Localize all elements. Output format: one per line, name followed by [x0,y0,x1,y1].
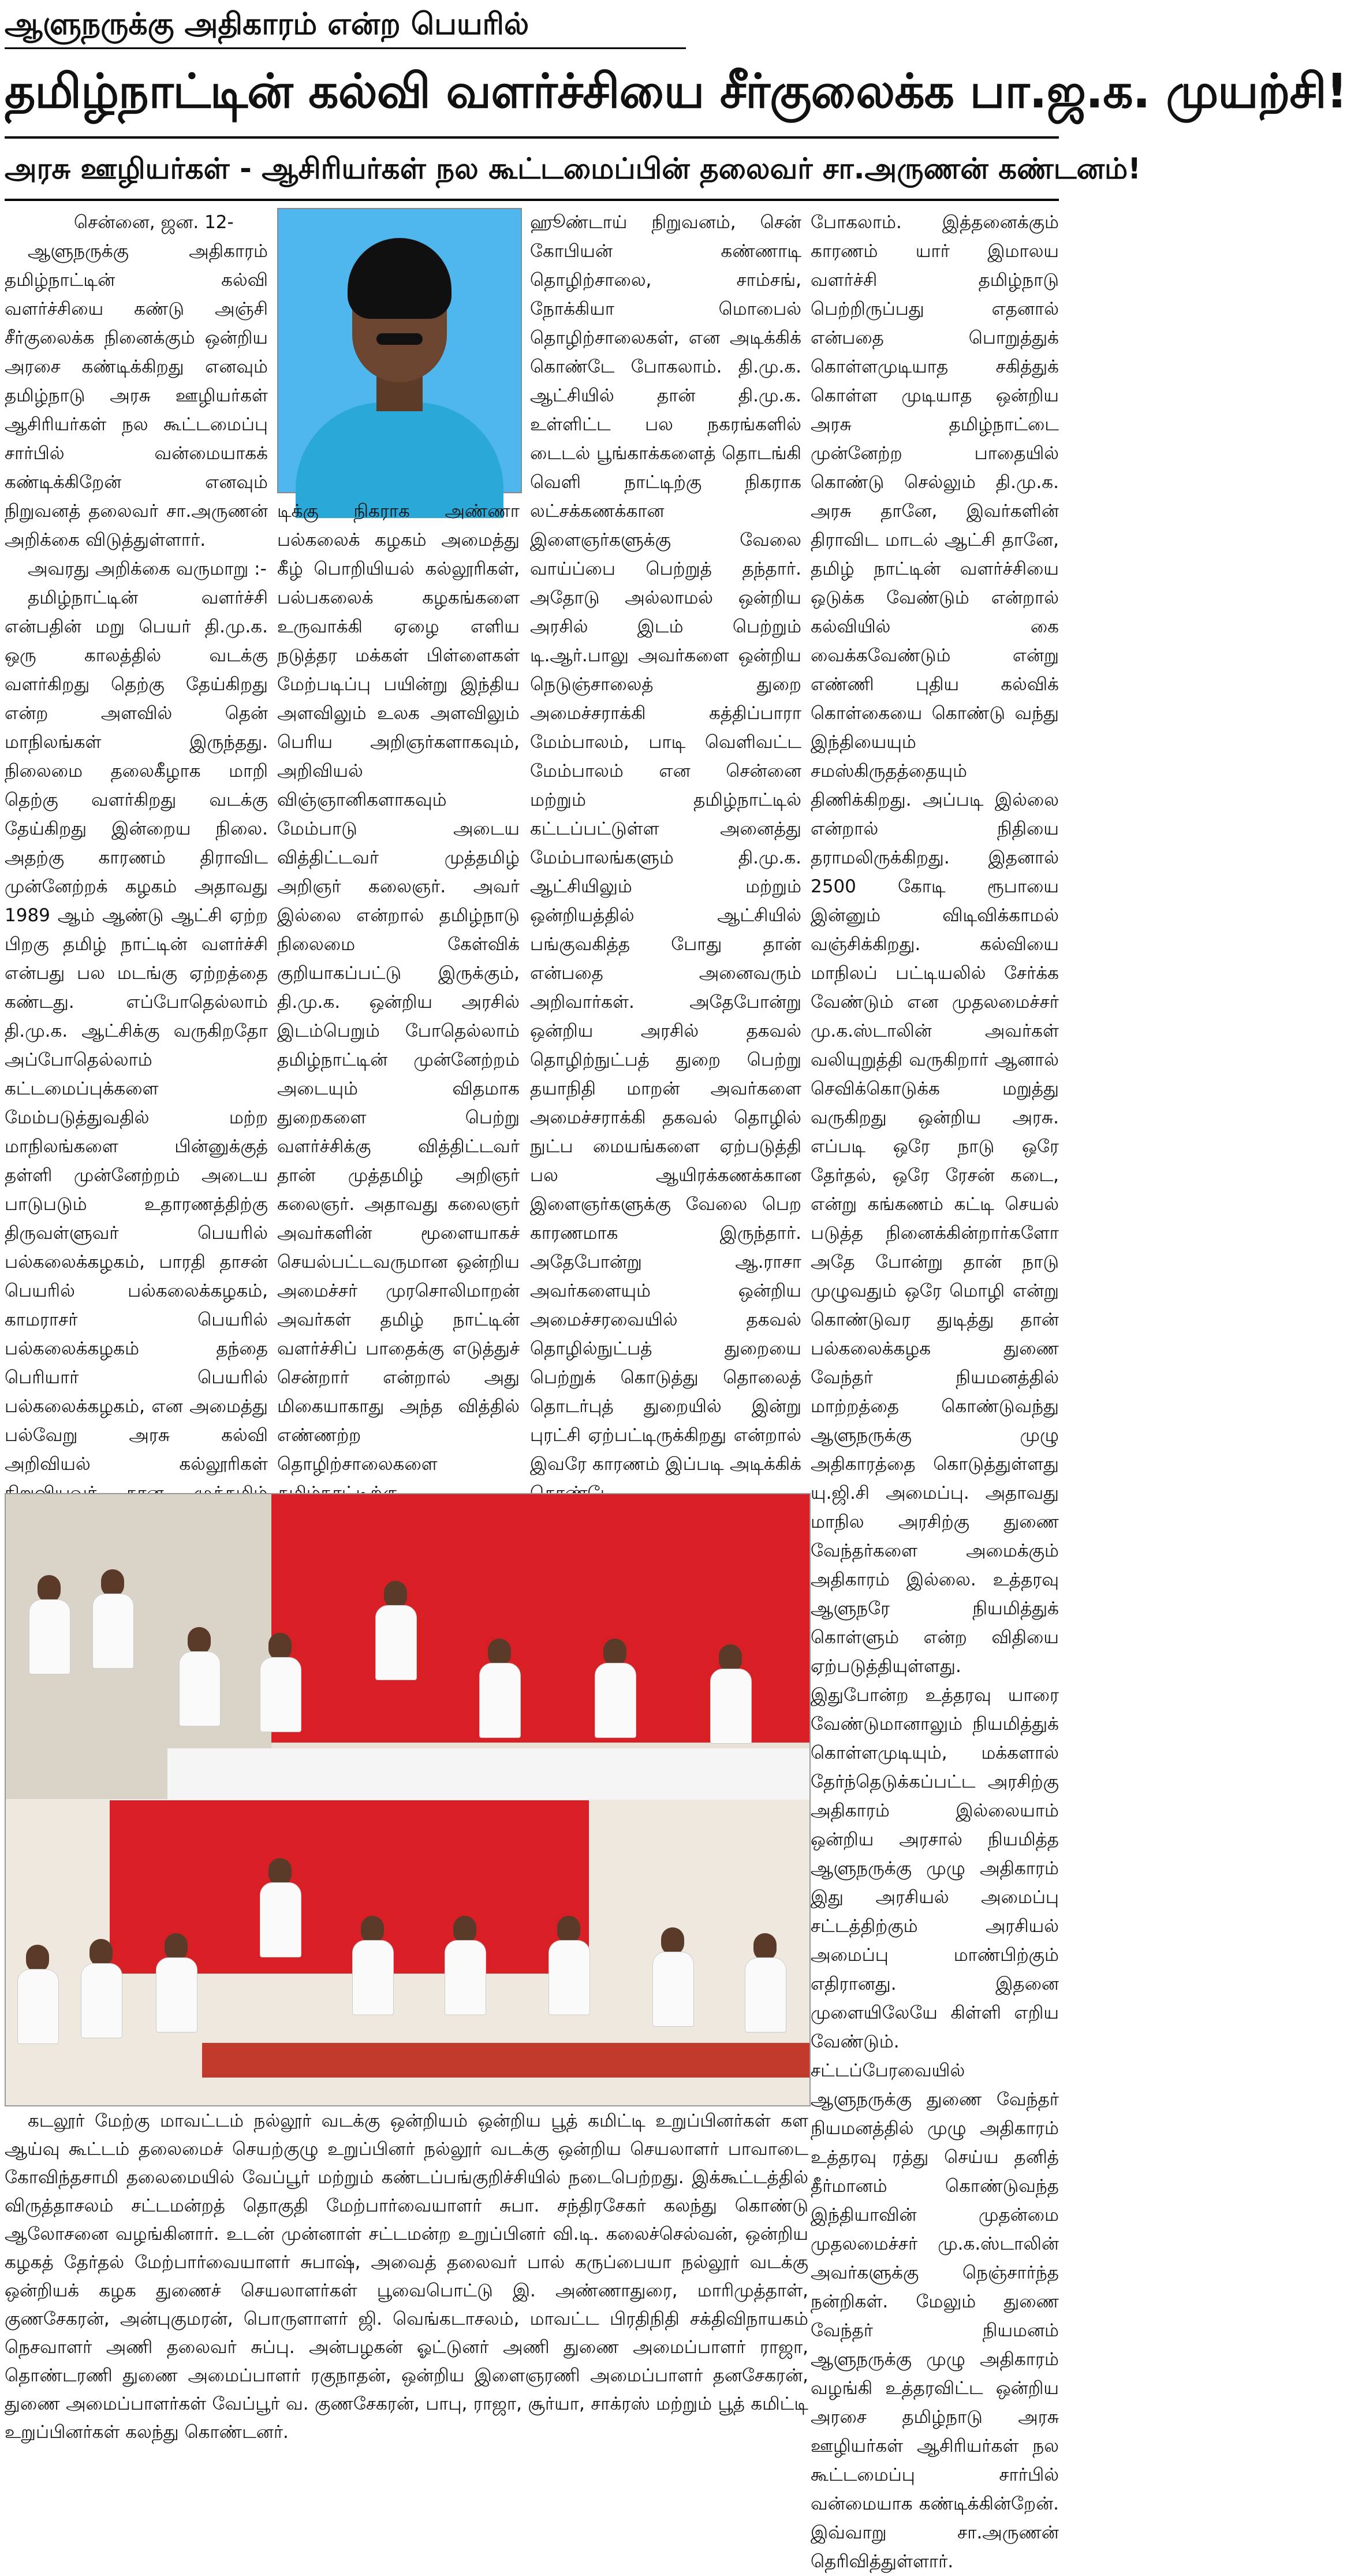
meeting-table [202,2043,809,2078]
portrait-hair [348,238,452,319]
article-paragraph: போகலாம். இத்தனைக்கும் காரணம் யார் இமாலய வளர்ச்சி தமிழ்நாடு பெற்றிருப்பது எதனால் என்பதை பொறுத்துக் கொள்ளமுடியாத சகித்துக் கொள்ள முடியாத ஒன்றிய அரசு தமிழ்நாட்டை முன்னேற்ற பாதையில் கொண்டு செல்லும் தி.மு.க. அரசு தானே, இவர்களின் திராவிட மாடல் ஆட்சி தானே, தமிழ் நாட்டின் வளர்ச்சியை ஒடுக்க வேண்டும் என்றால் கல்வியில் கை வைக்கவேண்டும் என்று எண்ணி புதிய கல்விக் கொள்கையை கொண்டு வந்து இந்தியையும் சமஸ்கிருதத்தையும் திணிக்கிறது. அப்படி இல்லை என்றால் நிதியை தராமலிருக்கிறது. இதனால் 2500 கோடி ரூபாயை இன்னும் விடிவிக்காமல் வஞ்சிக்கிறது. கல்வியை மாநிலப் பட்டியலில் சேர்க்க வேண்டும் என முதலமைச்சர் மு.க.ஸ்டாலின் அவர்கள் வலியுறுத்தி வருகிறார் ஆனால் செவிக்கொடுக்க மறுத்து வருகிறது ஒன்றிய அரசு. எப்படி ஒரே நாடு ஒரே தேர்தல், ஒரே ரேசன் கடை, என்று கங்கணம் கட்டி செயல் படுத்த நினைக்கின்றார்களோ அதே போன்று தான் நாடு முழுவதும் ஒரே மொழி என்று கொண்டுவர துடித்து தான் பல்கலைக்கழக துணை வேந்தர் நியமனத்தில் மாற்றத்தை கொண்டுவந்து ஆளுநருக்கு முழு அதிகாரத்தை கொடுத்துள்ளது யு.ஜி.சி அமைப்பு. அதாவது மாநில அரசிற்கு துணை வேந்தர்களை அமைக்கும் அதிகாரம் இல்லை. உத்தரவு ஆளுநரே நியமித்துக் கொள்ளும் என்ற விதியை ஏற்படுத்தியுள்ளது. இதுபோன்ற உத்தரவு யாரை வேண்டுமானாலும் நியமித்துக் கொள்ளமுடியும், மக்களால் தேர்ந்தெடுக்கப்பட்ட அரசிற்கு அதிகாரம் இல்லையாம் ஒன்றிய அரசால் நியமித்த ஆளுநருக்கு முழு அதிகாரம் இது அரசியல் அமைப்பு சட்டத்திற்கும் அரசியல் அமைப்பு மாண்பிற்கும் எதிரானது. இதனை முளையிலேயே கிள்ளி எறிய வேண்டும். சட்டப்பேரவையில் ஆளுநருக்கு துணை வேந்தர் நியமனத்தில் முழு அதிகாரம் உத்தரவு ரத்து செய்ய தனித் தீர்மானம் கொண்டுவந்த இந்தியாவின் முதன்மை முதலமைச்சர் மு.க.ஸ்டாலின் அவர்களுக்கு நெஞ்சார்ந்த நன்றிகள். மேலும் துணை வேந்தர் நியமனம் ஆளுநருக்கு முழு அதிகாரம் வழங்கி உத்தரவிட்ட ஒன்றிய அரசை தமிழ்நாடு அரசு ஊழியர்கள் ஆசிரியர்கள் நல கூட்டமைப்பு சார்பில் வன்மையாக கண்டிக்கின்றேன். இவ்வாறு சா.அருணன் தெரிவித்துள்ளார். [811,212,1059,2572]
attendee [652,1927,693,2026]
kicker [5,1,686,49]
attendee [548,1916,589,2014]
attendee [17,1945,58,2043]
attendee [260,1633,300,1731]
article-paragraph: அவரது அறிக்கை வருமாறு :- [28,559,267,579]
portrait-photo [277,208,522,493]
attendee [710,1644,751,1743]
article-column-1 [5,208,268,1487]
headline [5,53,1347,131]
article-paragraph: தமிழ்நாட்டின் வளர்ச்சி என்பதின் மறு பெயர் தி.மு.க. ஒரு காலத்தில் வடக்கு வளர்கிறது தெற்கு தேய்கிறது என்ற அளவில் தென் மாநிலங்கள் இருந்தது. நிலைமை தலைகீழாக மாறி தெற்கு வளர்கிறது வடக்கு தேய்கிறது இன்றைய நிலை. அதற்கு காரணம் திராவிட முன்னேற்றக் கழகம் அதாவது 1989 ஆம் ஆண்டு ஆட்சி ஏற்ற பிறகு தமிழ் நாட்டின் வளர்ச்சி என்பது பல மடங்கு ஏற்றத்தை கண்டது. எப்போதெல்லாம் தி.மு.க. ஆட்சிக்கு வருகிறதோ அப்போதெல்லாம் கட்டமைப்புக்களை மேம்படுத்துவதில் மற்ற மாநிலங்களை பின்னுக்குத் தள்ளி முன்னேற்றம் அடைய பாடுபடும் உதாரணத்திற்கு திருவள்ளுவர் பெயரில் பல்கலைக்கழகம், பாரதி தாசன் பெயரில் பல்கலைக்கழகம், காமராசர் பெயரில் பல்கலைக்கழகம் தந்தை பெரியார் பெயரில் பல்கலைக்கழகம், என அமைத்து பல்வேறு அரசு கல்வி அறிவியல் கல்லூரிகள் [5,587,268,1475]
attendee [352,1916,393,2014]
subheadline-text: அரசு ஊழியர்கள் - ஆசிரியர்கள் நல கூட்டமைப்பின் தலைவர் சா.அருணன் கண்டனம்! [5,152,1141,185]
article-column-4 [811,208,1059,2572]
portrait-moustache [376,333,423,345]
event-photo-bottom [6,1800,809,2105]
attendee [479,1639,520,1737]
attendee [92,1569,133,1667]
article-paragraph: ஆளுநருக்கு அதிகாரம் தமிழ்நாட்டின் கல்வி வளர்ச்சியை கண்டு அஞ்சி சீர்குலைக்க நினைக்கும் ஒன்றிய அரசை கண்டிக்கிறது எனவும் தமிழ்நாடு அரசு ஊழியர்கள் ஆசிரியர்கள் நல கூட்டமைப்பு சார்பில் வன்மையாகக் கண்டிக்கிறேன் எனவும் நிறுவனத் தலைவர் சா.அருணன் அறிக்கை விடுத்துள்ளார். [5,241,268,550]
kicker-text: ஆளுநருக்கு அதிகாரம் என்ற பெயரில் [5,7,529,42]
dateline: சென்னை, ஜன. 12- [74,212,234,233]
event-photo-top [6,1494,809,1799]
attendee [745,1933,785,2031]
article-paragraph: டிக்கு நிகராக அண்ணா பல்கலைக் கழகம் அமைத்து கீழ் பொறியியல் கல்லூரிகள், பல்பகலைக் கழகங்களை உருவாக்கி ஏழை எளிய நடுத்தர மக்கள் பிள்ளைகள் மேற்படிப்பு பயின்று இந்திய அளவிலும் உலக அளவிலும் பெரிய அறிஞர்களாகவும், அறிவியல் விஞ்ஞானிகளாகவும் மேம்பாடு அடைய வித்திட்டவர் முத்தமிழ் அறிஞர் கலைஞர். அவர் இல்லை என்றால் தமிழ்நாடு நிலைமை கேள்விக் குறியாகப்பட்டு இருக்கும், தி.மு.க. ஒன்றிய அரசில் இடம்பெறும் போதெல்லாம் தமிழ்நாட்டின் முன்னேற்றம் அடையும் விதமாக துறைகளை பெற்று வளர்ச்சிக்கு வித்திட்டவர் தான் முத்தமிழ் அறிஞர் கலைஞர். அதாவது கலைஞர் அவர்களின் மூளையாகச் செயல்பட்டவருமான ஒன்றிய அமைச்சர் முரசொலிமாறன் அவர்கள் தமிழ் நாட்டின் வளர்ச்சிப் பாதைக்கு எடுத்துச் சென்றார் என்றால் அது மிகையாகாது அந்த வித்தில் எண்ணற்ற தொழிற்சாலைகளை [277,501,520,1475]
headline-text: தமிழ்நாட்டின் கல்வி வளர்ச்சியை சீர்குலைக்க பா.ஜ.க. முயற்சி! [5,64,1347,119]
article-column-2 [277,497,520,1487]
attendee [260,1858,300,1956]
attendee [156,1933,196,2031]
attendee [375,1581,416,1679]
attendee [179,1627,219,1725]
attendee [445,1916,485,2014]
meeting-table [167,1748,809,1799]
photo-caption [5,2107,808,2448]
article-paragraph: ஹூண்டாய் நிறுவனம், சென் கோபியன் கண்ணாடி தொழிற்சாலை, சாம்சங், நோக்கியா மொபைல் தொழிற்சாலைகள், என அடிக்கிக் கொண்டே போகலாம். தி.மு.க. ஆட்சியில் தான் தி.மு.க. உள்ளிட்ட பல நகரங்களில் டைடல் பூங்காக்களைத் தொடங்கி வெளி நாட்டிற்கு நிகராக லட்சக்கணக்கான இளைஞர்களுக்கு வேலை வாய்ப்பை பெற்றுத் தந்தார். அதோடு அல்லாமல் ஒன்றிய அரசில் இடம் பெற்றும் டி.ஆர்.பாலு அவர்களை ஒன்றிய நெடுஞ்சாலைத் துறை அமைச்சராக்கி கத்திப்பாரா மேம்பாலம், பாடி வெளிவட்ட மேம்பாலம் என சென்னை மற்றும் தமிழ்நாட்டில் கட்டப்பட்டுள்ள அனைத்து மேம்பாலங்களும் தி.மு.க. ஆட்சியிலும் மற்றும் ஒன்றியத்தில் ஆட்சியில் பங்குவகித்த போது தான் என்பதை அனைவரும் அறிவார்கள். அதேபோன்று ஒன்றிய அரசில் தகவல் தொழிற்நுட்பத் துறை பெற்று தயாநிதி மாறன் அவர்களை அமைச்சராக்கி தகவல் தொழில் நுட்ப மையங்களை ஏற்படுத்தி பல ஆயிரக்கணக்கான இளைஞர்களுக்கு வேலை பெற காரணமாக இருந்தார். அதேபோன்று ஆ.ராசா அவர்களையும் ஒன்றிய அமைச்சரவையில் தகவல் தொழில்நுட்பத் துறையை பெற்றுக் கொடுத்து தொலைத் தொடர்புத் துறையில் இன்று புரட்சி ஏற்பட்டிருக்கிறது என்றால் இவரே காரணம் இப்படி அடிக்கிக் [530,212,801,1475]
subheadline [5,136,1141,201]
attendee [29,1575,69,1673]
article-column-3 [530,208,801,1487]
attendee [595,1639,635,1737]
attendee [81,1939,121,2037]
caption-text: கடலூர் மேற்கு மாவட்டம் நல்லூர் வடக்கு ஒன்றியம் ஒன்றிய பூத் கமிட்டி உறுப்பினர்கள் கள ஆய்வு கூட்டம் தலைமைச் செயற்குழு உறுப்பினர் நல்லூர் வடக்கு ஒன்றிய செயலாளர் பாவாடை கோவிந்தசாமி தலைமையில் வேப்பூர் மற்றும் கண்டப்பங்குறிச்சியில் நடைபெற்றது. இக்கூட்டத்தில் விருத்தாசலம் சட்டமன்றத் தொகுதி மேற்பார்வையாளர் சுபா. சந்திரசேகர் கலந்து கொண்டு ஆலோசனை வழங்கினார். உடன் முன்னாள் சட்டமன்ற உறுப்பினர் வி.டி. கலைச்செல்வன், ஒன்றிய கழகத் தேர்தல் மேற்பார்வையாளர் சுபாஷ், அவைத் தலைவர் பால் கருப்பையா நல்லூர் வடக்கு ஒன்றியக் கழக துணைச் செயலாளர்கள் பூவைபொட்டு இ. அண்ணாதுரை, மாரிமுத்தாள், குணசேகரன், அன்புகுமரன், பொருளாளர் ஜி. வெங்கடாசலம், மாவட்ட பிரதிநிதி சக்திவிநாயகம் நெசவாளர் அணி தலைவர் சுப்பு. அன்பழகன் ஓட்டுனர் அணி துணை அமைப்பாளர் ராஜா, தொண்டரணி துணை அமைப்பாளர் ரகுநாதன், ஒன்றிய இளைஞரணி அமைப்பாளர் தனசேகரன், துணை அமைப்பாளர்கள் வேப்பூர் வ. குணசேகரன், பாபு, ராஜா, சூர்யா, சாக்ரஸ் மற்றும் பூத் கமிட்டி உறுப்பினர்கள் கலந்து கொண்டனர். [5,2110,808,2443]
event-photos [5,1493,811,2106]
